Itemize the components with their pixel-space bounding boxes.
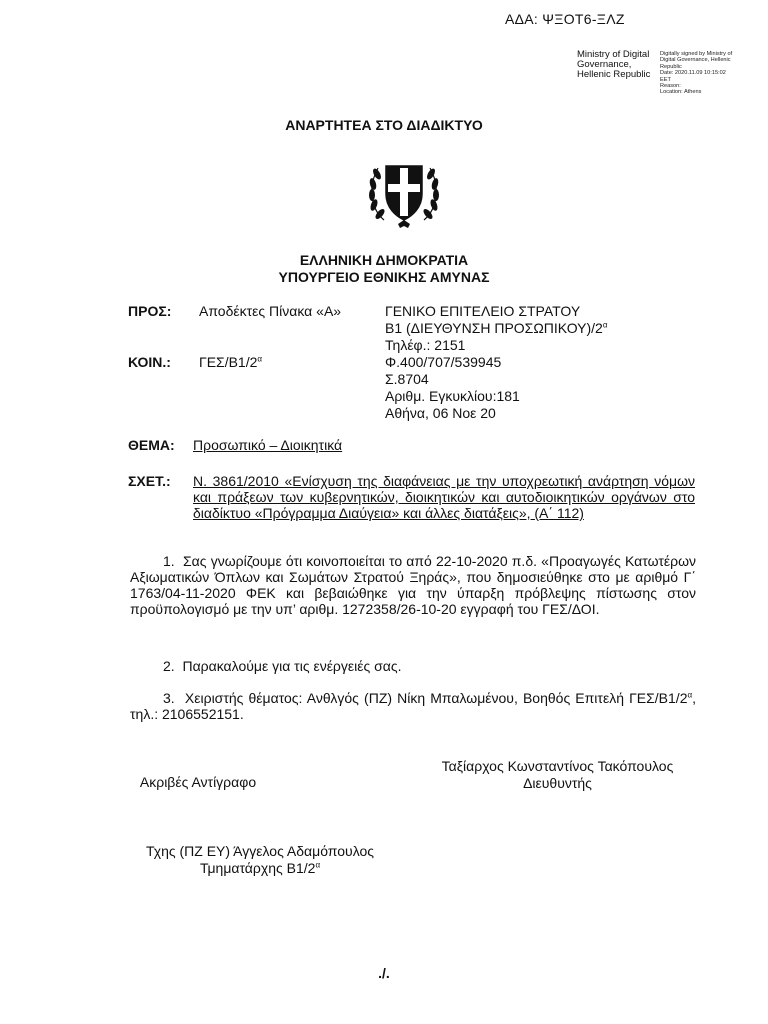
sender-department: Β1 (ΔΙΕΥΘΥΝΣΗ ΠΡΟΣΩΠΙΚΟΥ)/2 — [385, 320, 603, 336]
ada-code: ΑΔΑ: ΨΞΟΤ6-ΞΛΖ — [505, 11, 625, 27]
post-online-title: ΑΝΑΡΤΗΤΕΑ ΣΤΟ ΔΙΑΔΙΚΤΥΟ — [285, 117, 483, 133]
issuing-authority — [0, 252, 768, 286]
paragraph-text: Σας γνωρίζουμε ότι κοινοποιείται το από 22-10-2020 π.δ. «Προαγωγές Κατωτέρων Αξιωματικών Όπλων και Σωμάτων Στρατού Ξηράς», που δημοσιεύθηκε στο με αριθμό Γ΄ 1763/04-11-2020 ΦΕΚ και βεβαιώθηκε για την ύπαρξη πρόβλεψης πίστωσης στον προϋπολογισμό με την υπ’ αριθμ. 1272358/26-10-20 εγγραφή του ΓΕΣ/ΔΟΙ. — [130, 553, 696, 617]
signature-detail-line: Republic — [660, 63, 682, 70]
paragraph-2 — [130, 658, 696, 674]
department-chief-name: Τχης (ΠΖ ΕΥ) Άγγελος Αδαμόπουλος — [145, 843, 375, 859]
greek-coat-of-arms-icon — [362, 150, 446, 234]
signature-detail-line: Location: Athens — [660, 89, 702, 96]
paragraph-text-end: , τηλ.: 2106552151. — [130, 690, 696, 722]
digital-signature-details — [660, 51, 768, 96]
paragraph-number: 2. — [163, 658, 175, 674]
reference-label: ΣΧΕΤ.: — [128, 473, 171, 489]
sender-phone: Τηλέφ.: 2151 — [385, 337, 466, 353]
sigma-number: Σ.8704 — [385, 371, 429, 387]
subject-label: ΘΕΜΑ: — [128, 437, 175, 453]
circular-number: Αριθμ. Εγκυκλίου:181 — [385, 388, 520, 404]
director-title: Διευθυντής — [523, 775, 592, 791]
digital-signature-issuer — [577, 50, 662, 80]
sender-line — [385, 320, 607, 337]
paragraph-1 — [130, 553, 696, 617]
ministry-name: ΥΠΟΥΡΓΕΙΟ ΕΘΝΙΚΗΣ ΑΜΥΝΑΣ — [278, 269, 490, 285]
cc-label: ΚΟΙΝ.: — [128, 354, 171, 370]
signature-issuer-line: Governance, — [577, 59, 632, 70]
paragraph-number: 3. — [163, 690, 175, 706]
paragraph-superscript: α — [687, 690, 693, 700]
paragraph-3 — [130, 690, 696, 722]
cc-value-superscript: α — [257, 354, 263, 364]
paragraph-text: Παρακαλούμε για τις ενέργειές σας. — [182, 658, 402, 674]
sender-block — [385, 303, 607, 422]
paragraph-number: 1. — [163, 553, 175, 569]
signature-detail-line: Date: 2020.11.09 10:15:02 — [660, 70, 726, 77]
reference-value: Ν. 3861/2010 «Ενίσχυση της διαφάνειας με την υποχρεωτική ανάρτηση νόμων και πράξεων των κυβερνητικών, διοικητικών και αυτοδιοικητικών οργάνων στο διαδίκτυο «Πρόγραμμα Διαύγεια» και άλλες διατάξεις», (Α΄ 112) — [193, 473, 695, 521]
cc-value-text: ΓΕΣ/Β1/2 — [199, 354, 258, 370]
to-value: Αποδέκτες Πίνακα «Α» — [199, 303, 342, 319]
republic-name: ΕΛΛΗΝΙΚΗ ΔΗΜΟΚΡΑΤΙΑ — [299, 252, 469, 268]
continuation-mark: ./. — [378, 965, 390, 981]
signature-detail-line: EET — [660, 76, 671, 83]
sender-department-superscript: α — [602, 320, 608, 330]
true-copy-label: Ακριβές Αντίγραφο — [139, 774, 257, 790]
signature-detail-line: Digitally signed by Ministry of — [660, 51, 733, 57]
document-date: Αθήνα, 06 Νοε 20 — [385, 405, 496, 421]
subject-value: Προσωπικό – Διοικητικά — [193, 437, 343, 453]
to-label: ΠΡΟΣ: — [128, 303, 172, 319]
signature-issuer-line: Hellenic Republic — [577, 69, 651, 80]
paragraph-text: Χειριστής θέματος: Ανθλγός (ΠΖ) Νίκη Μπαλωμένου, Βοηθός Επιτελή ΓΕΣ/Β1/2 — [184, 690, 688, 706]
signature-detail-line: Digital Governance, Hellenic — [660, 57, 731, 64]
cc-value — [199, 354, 262, 371]
sender-line: ΓΕΝΙΚΟ ΕΠΙΤΕΛΕΙΟ ΣΤΡΑΤΟΥ — [385, 303, 581, 319]
director-name: Ταξίαρχος Κωνσταντίνος Τακόπουλος — [441, 758, 674, 774]
chief-title-superscript: α — [315, 860, 321, 870]
chief-title-text: Τμηματάρχης Β1/2 — [199, 860, 316, 876]
signature-detail-line: Reason: — [660, 83, 681, 90]
department-chief-title — [130, 860, 390, 877]
signature-issuer-line: Ministry of Digital — [577, 49, 650, 60]
file-number: Φ.400/707/539945 — [385, 354, 502, 370]
